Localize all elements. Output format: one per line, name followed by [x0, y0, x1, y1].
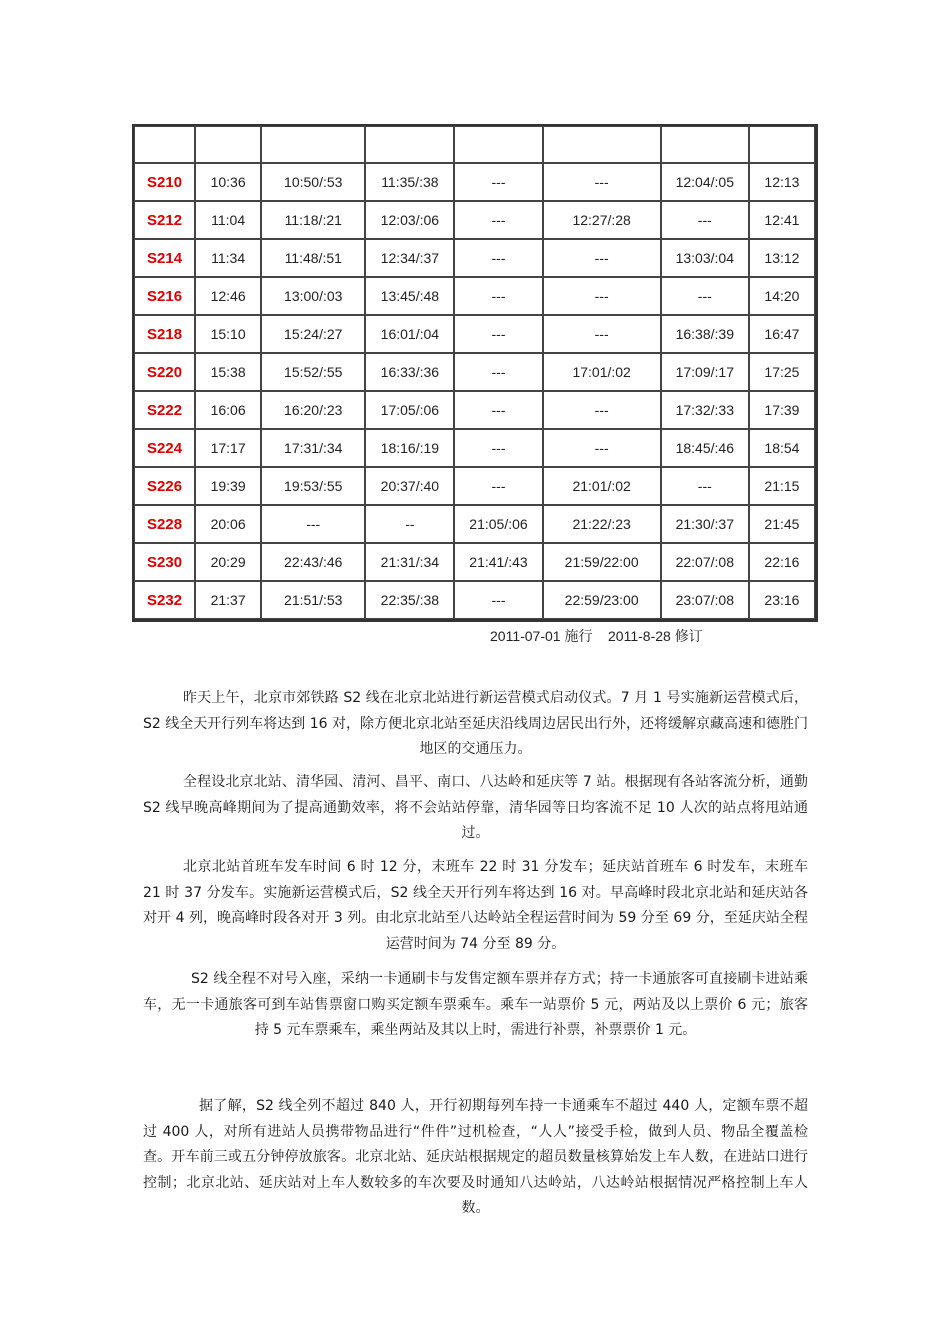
train-number-cell: S224	[134, 429, 195, 467]
header-cell	[134, 126, 195, 163]
time-cell: 21:37	[195, 581, 261, 619]
time-cell: 21:41/:43	[454, 543, 542, 581]
table-row	[134, 429, 815, 467]
time-cell: 18:45/:46	[661, 429, 749, 467]
time-cell: 11:48/:51	[261, 239, 365, 277]
time-cell: ---	[454, 391, 542, 429]
table-row	[134, 277, 815, 315]
time-cell: 21:22/:23	[543, 505, 661, 543]
time-cell: 14:20	[749, 277, 815, 315]
table-row	[134, 391, 815, 429]
time-cell: 19:53/:55	[261, 467, 365, 505]
time-cell: 19:39	[195, 467, 261, 505]
time-cell: 21:01/:02	[543, 467, 661, 505]
time-cell: 18:16/:19	[365, 429, 454, 467]
time-cell: ---	[543, 239, 661, 277]
time-cell: 21:45	[749, 505, 815, 543]
timetable-body	[134, 126, 815, 619]
train-number-cell: S218	[134, 315, 195, 353]
train-number-cell: S210	[134, 163, 195, 201]
time-cell: 22:43/:46	[261, 543, 365, 581]
time-cell: ---	[454, 239, 542, 277]
time-cell: ---	[543, 429, 661, 467]
time-cell: 20:37/:40	[365, 467, 454, 505]
time-cell: 16:38/:39	[661, 315, 749, 353]
train-number-cell: S222	[134, 391, 195, 429]
time-cell: 12:03/:06	[365, 201, 454, 239]
time-cell: 10:36	[195, 163, 261, 201]
time-cell: --	[365, 505, 454, 543]
train-number-cell: S228	[134, 505, 195, 543]
time-cell: 12:13	[749, 163, 815, 201]
table-row	[134, 201, 815, 239]
train-number-cell: S214	[134, 239, 195, 277]
time-cell: ---	[454, 581, 542, 619]
time-cell: 16:20/:23	[261, 391, 365, 429]
time-cell: 21:31/:34	[365, 543, 454, 581]
time-cell: ---	[661, 201, 749, 239]
table-row	[134, 315, 815, 353]
time-cell: ---	[543, 163, 661, 201]
time-cell: 12:04/:05	[661, 163, 749, 201]
time-cell: 22:35/:38	[365, 581, 454, 619]
time-cell: 22:16	[749, 543, 815, 581]
header-cell	[749, 126, 815, 163]
header-cell	[195, 126, 261, 163]
time-cell: ---	[454, 353, 542, 391]
time-cell: 21:15	[749, 467, 815, 505]
timetable	[132, 124, 818, 622]
time-cell: 11:34	[195, 239, 261, 277]
time-cell: 12:41	[749, 201, 815, 239]
time-cell: ---	[543, 315, 661, 353]
time-cell: 20:29	[195, 543, 261, 581]
paragraph-fares: S2 线全程不对号入座，采纳一卡通刷卡与发售定额车票并存方式；持一卡通旅客可直接刷卡进站乘车，无一卡通旅客可到车站售票窗口购买定额车票乘车。乘车一站票价 5 元，两站及以上票价 6 元；旅客持 5 元车票乘车，乘坐两站及其以上时，需进行补票，补票票价 1 元。	[143, 971, 808, 1038]
paragraph-intro: 昨天上午，北京市郊铁路 S2 线在北京北站进行新运营模式启动仪式。7 月 1 号实施新运营模式后，S2 线全天开行列车将达到 16 对，除方便北京北站至延庆沿线周边居民出行外，还将缓解京藏高速和德胜门地区的交通压力。	[143, 690, 808, 757]
table-row	[134, 239, 815, 277]
train-number-cell: S226	[134, 467, 195, 505]
time-cell: 12:27/:28	[543, 201, 661, 239]
revision-note: 2011-07-01 施行 2011-8-28 修订	[490, 628, 703, 644]
time-cell: 16:47	[749, 315, 815, 353]
paragraph-stations: 全程设北京北站、清华园、清河、昌平、南口、八达岭和延庆等 7 站。根据现有各站客流分析，通勤 S2 线早晚高峰期间为了提高通勤效率，将不会站站停靠，清华园等日均客流不足 10 人次的站点将甩站通过。	[143, 774, 808, 841]
time-cell: 15:10	[195, 315, 261, 353]
paragraph-capacity: 据了解，S2 线全列不超过 840 人，开行初期每列车持一卡通乘车不超过 440 人，定额车票不超过 400 人，对所有进站人员携带物品进行“件件”过机检查，“人人”接受手检，做到人员、物品全覆盖检查。开车前三或五分钟停放旅客。北京北站、延庆站根据规定的超员数量核算始发上车人数，在进站口进行控制；北京北站、延庆站对上车人数较多的车次要及时通知八达岭站，八达岭站根据情况严格控制上车人数。	[143, 1098, 808, 1216]
time-cell: ---	[454, 315, 542, 353]
paragraph-schedule: 北京北站首班车发车时间 6 时 12 分，末班车 22 时 31 分发车；延庆站首班车 6 时发车，末班车 21 时 37 分发车。实施新运营模式后，S2 线全天开行列车将达到 16 对。早高峰时段北京北站和延庆站各对开 4 列，晚高峰时段各对开 3 列。由北京北站至八达岭站全程运营时间为 59 分至 69 分，至延庆站全程运营时间为 74 分至 89 分。	[143, 859, 808, 952]
time-cell: 16:33/:36	[365, 353, 454, 391]
time-cell: 21:30/:37	[661, 505, 749, 543]
time-cell: ---	[261, 505, 365, 543]
time-cell: ---	[543, 277, 661, 315]
time-cell: 17:25	[749, 353, 815, 391]
time-cell: 12:34/:37	[365, 239, 454, 277]
time-cell: 13:03/:04	[661, 239, 749, 277]
train-number-cell: S212	[134, 201, 195, 239]
time-cell: 22:07/:08	[661, 543, 749, 581]
header-cell	[661, 126, 749, 163]
time-cell: ---	[543, 391, 661, 429]
table-row	[134, 353, 815, 391]
time-cell: 17:09/:17	[661, 353, 749, 391]
time-cell: 17:01/:02	[543, 353, 661, 391]
time-cell: 21:59/22:00	[543, 543, 661, 581]
time-cell: ---	[661, 277, 749, 315]
time-cell: ---	[454, 201, 542, 239]
time-cell: 17:39	[749, 391, 815, 429]
time-cell: 13:12	[749, 239, 815, 277]
time-cell: 22:59/23:00	[543, 581, 661, 619]
time-cell: 13:45/:48	[365, 277, 454, 315]
train-number-cell: S230	[134, 543, 195, 581]
time-cell: ---	[454, 277, 542, 315]
time-cell: 11:18/:21	[261, 201, 365, 239]
time-cell: 18:54	[749, 429, 815, 467]
time-cell: ---	[454, 429, 542, 467]
time-cell: 10:50/:53	[261, 163, 365, 201]
table-row	[134, 163, 815, 201]
time-cell: 21:51/:53	[261, 581, 365, 619]
table-row	[134, 467, 815, 505]
table-row	[134, 543, 815, 581]
time-cell: 20:06	[195, 505, 261, 543]
time-cell: 12:46	[195, 277, 261, 315]
time-cell: 16:06	[195, 391, 261, 429]
header-cell	[261, 126, 365, 163]
train-number-cell: S232	[134, 581, 195, 619]
time-cell: 21:05/:06	[454, 505, 542, 543]
time-cell: 17:05/:06	[365, 391, 454, 429]
time-cell: 15:24/:27	[261, 315, 365, 353]
time-cell: 17:31/:34	[261, 429, 365, 467]
time-cell: 16:01/:04	[365, 315, 454, 353]
train-number-cell: S216	[134, 277, 195, 315]
time-cell: 11:35/:38	[365, 163, 454, 201]
time-cell: 15:52/:55	[261, 353, 365, 391]
time-cell: 11:04	[195, 201, 261, 239]
time-cell: ---	[661, 467, 749, 505]
table-row	[134, 581, 815, 619]
time-cell: 17:17	[195, 429, 261, 467]
time-cell: ---	[454, 163, 542, 201]
timetable-header-row	[134, 126, 815, 163]
time-cell: 23:07/:08	[661, 581, 749, 619]
time-cell: 13:00/:03	[261, 277, 365, 315]
time-cell: ---	[454, 467, 542, 505]
time-cell: 23:16	[749, 581, 815, 619]
header-cell	[454, 126, 542, 163]
time-cell: 15:38	[195, 353, 261, 391]
table-row	[134, 505, 815, 543]
train-number-cell: S220	[134, 353, 195, 391]
header-cell	[365, 126, 454, 163]
header-cell	[543, 126, 661, 163]
time-cell: 17:32/:33	[661, 391, 749, 429]
